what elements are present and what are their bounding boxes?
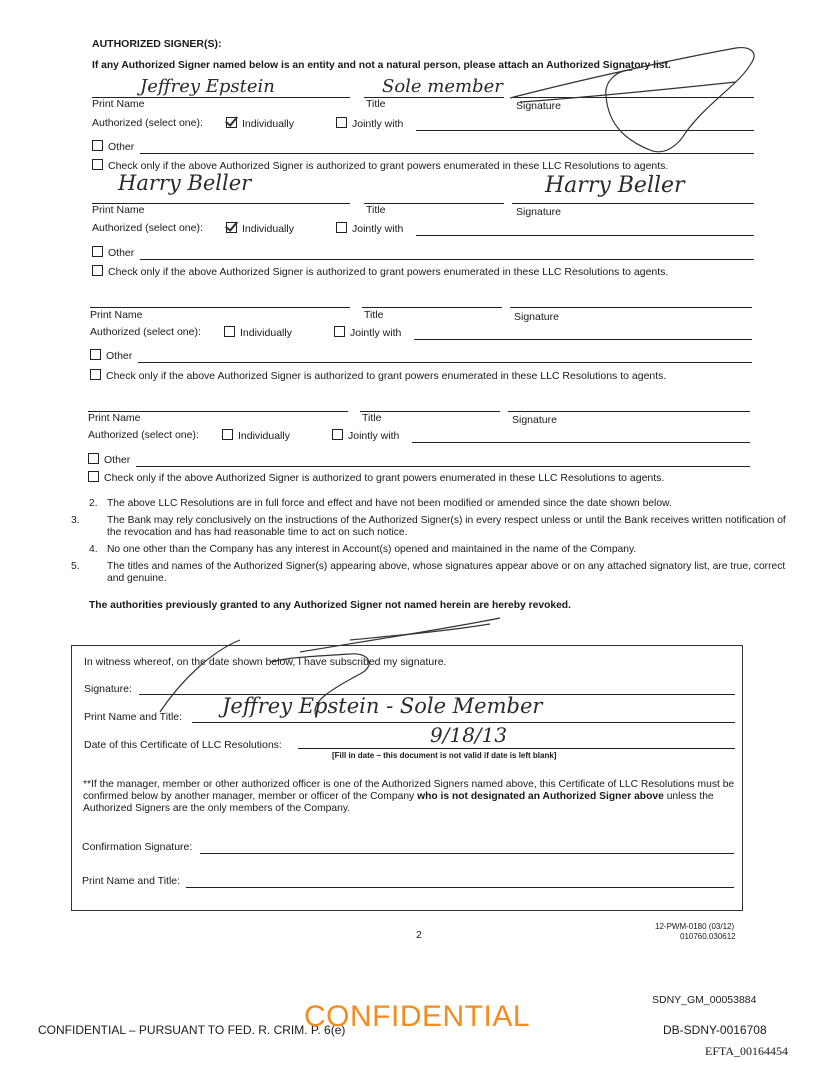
individually-option[interactable]: Individually [222, 429, 290, 442]
grant-powers-option[interactable]: Check only if the above Authorized Signer is authorized to grant powers enumerated in these LLC Resolutions to agents. [88, 471, 664, 484]
confirmation-signature-label: Confirmation Signature: [82, 841, 193, 853]
print-name-label: Print Name [92, 98, 145, 110]
form-code: 12-PWM-0180 (03/12) [655, 922, 735, 931]
confirmation-note: **If the manager, member or other authorized officer is one of the Authorized Signers named above, this Certificate of LLC Resolutions must be confirmed below by another manager, member or officer of the Company who is not designated an Authorized Signer above unless the Authorized Signers are the only members of the Company. [83, 779, 735, 814]
other-checkbox[interactable] [92, 246, 103, 257]
entity-instruction: If any Authorized Signer named below is an entity and not a natural person, please attach an Authorized Signatory list. [92, 60, 671, 71]
other-checkbox[interactable] [88, 453, 99, 464]
jointly-checkbox[interactable] [336, 222, 347, 233]
print-name-label: Print Name [92, 204, 145, 216]
witness-intro: In witness whereof, on the date shown below, I have subscribed my signature. [84, 656, 447, 668]
other-option[interactable]: Other [92, 246, 134, 259]
signer-2-print-name-value: Harry Beller [118, 171, 252, 195]
individually-checkbox[interactable] [222, 429, 233, 440]
other-checkbox[interactable] [92, 140, 103, 151]
item-4: 4. No one other than the Company has any interest in Account(s) opened and maintained in the name of the Company. [89, 544, 637, 555]
form-code-2: 010760.030612 [680, 932, 736, 941]
signer-1-print-name-value: Jeffrey Epstein [140, 76, 275, 97]
grant-powers-option[interactable]: Check only if the above Authorized Signer is authorized to grant powers enumerated in these LLC Resolutions to agents. [92, 159, 668, 172]
other-option[interactable]: Other [92, 140, 134, 153]
witness-signature-label: Signature: [84, 683, 132, 695]
date-fill-note: [Fill in date – this document is not valid if date is left blank] [332, 751, 557, 760]
jointly-checkbox[interactable] [336, 117, 347, 128]
signature-label: Signature [516, 100, 561, 112]
bates-db-sdny: DB-SDNY-0016708 [663, 1023, 767, 1037]
certificate-date-label: Date of this Certificate of LLC Resolutions: [84, 739, 282, 751]
grant-powers-checkbox[interactable] [90, 369, 101, 380]
jointly-option[interactable]: Jointly with [336, 117, 403, 130]
jointly-option[interactable]: Jointly with [336, 222, 403, 235]
signature-label: Signature [512, 414, 557, 426]
bates-sdny-gm: SDNY_GM_00053884 [652, 994, 757, 1006]
authorized-select-label: Authorized (select one): [92, 117, 203, 129]
witness-print-name-title-value: Jeffrey Epstein - Sole Member [222, 694, 543, 718]
title-label: Title [366, 98, 386, 110]
signature-label: Signature [514, 311, 559, 323]
other-checkbox[interactable] [90, 349, 101, 360]
grant-powers-checkbox[interactable] [88, 471, 99, 482]
section-title: AUTHORIZED SIGNER(S): [92, 38, 222, 50]
print-name-label: Print Name [90, 309, 143, 321]
individually-checkbox[interactable] [224, 326, 235, 337]
item-2: 2. The above LLC Resolutions are in full force and effect and have not been modified or amended since the date shown below. [89, 498, 672, 509]
title-label: Title [366, 204, 386, 216]
individually-option[interactable]: Individually [226, 117, 294, 130]
individually-option[interactable]: Individually [224, 326, 292, 339]
signer-1-signature-scribble [500, 40, 760, 160]
item-3: 3. The Bank may rely conclusively on the instructions of the Authorized Signer(s) in every respect unless or until the Bank receives written notification of the revocation and has had reasonable time to act on such notice. [71, 515, 786, 538]
certificate-date-value: 9/18/13 [430, 723, 508, 747]
witness-signature-scribble [140, 612, 543, 722]
confidential-stamp: CONFIDENTIAL [304, 1000, 531, 1033]
item-5: 5. The titles and names of the Authorized Signer(s) appearing above, whose signatures appear above or on any attached signatory list, are true, correct and genuine. [71, 561, 786, 584]
jointly-checkbox[interactable] [332, 429, 343, 440]
signer-1-title-value: Sole member [382, 76, 503, 97]
signature-label: Signature [516, 206, 561, 218]
witness-print-name-title-label: Print Name and Title: [84, 711, 183, 723]
page-number: 2 [416, 929, 422, 941]
grant-powers-checkbox[interactable] [92, 159, 103, 170]
signer-2-signature-value: Harry Beller [545, 173, 685, 198]
efta-number: EFTA_00164454 [705, 1044, 789, 1058]
grant-powers-option[interactable]: Check only if the above Authorized Signer is authorized to grant powers enumerated in these LLC Resolutions to agents. [90, 369, 666, 382]
individually-checkbox[interactable] [226, 117, 237, 128]
jointly-option[interactable]: Jointly with [332, 429, 399, 442]
revocation-statement: The authorities previously granted to any Authorized Signer not named herein are hereby revoked. [89, 600, 571, 611]
authorized-select-label: Authorized (select one): [92, 222, 203, 234]
print-name-label: Print Name [88, 412, 141, 424]
confirmation-print-name-label: Print Name and Title: [82, 875, 181, 887]
grant-powers-option[interactable]: Check only if the above Authorized Signer is authorized to grant powers enumerated in these LLC Resolutions to agents. [92, 265, 668, 278]
authorized-select-label: Authorized (select one): [88, 429, 199, 441]
individually-checkbox[interactable] [226, 222, 237, 233]
confidential-legend: CONFIDENTIAL – PURSUANT TO FED. R. CRIM. P. 6(e) [38, 1023, 346, 1037]
other-option[interactable]: Other [88, 453, 130, 466]
individually-option[interactable]: Individually [226, 222, 294, 235]
jointly-checkbox[interactable] [334, 326, 345, 337]
title-label: Title [364, 309, 384, 321]
jointly-option[interactable]: Jointly with [334, 326, 401, 339]
authorized-select-label: Authorized (select one): [90, 326, 201, 338]
title-label: Title [362, 412, 382, 424]
grant-powers-checkbox[interactable] [92, 265, 103, 276]
other-option[interactable]: Other [90, 349, 132, 362]
